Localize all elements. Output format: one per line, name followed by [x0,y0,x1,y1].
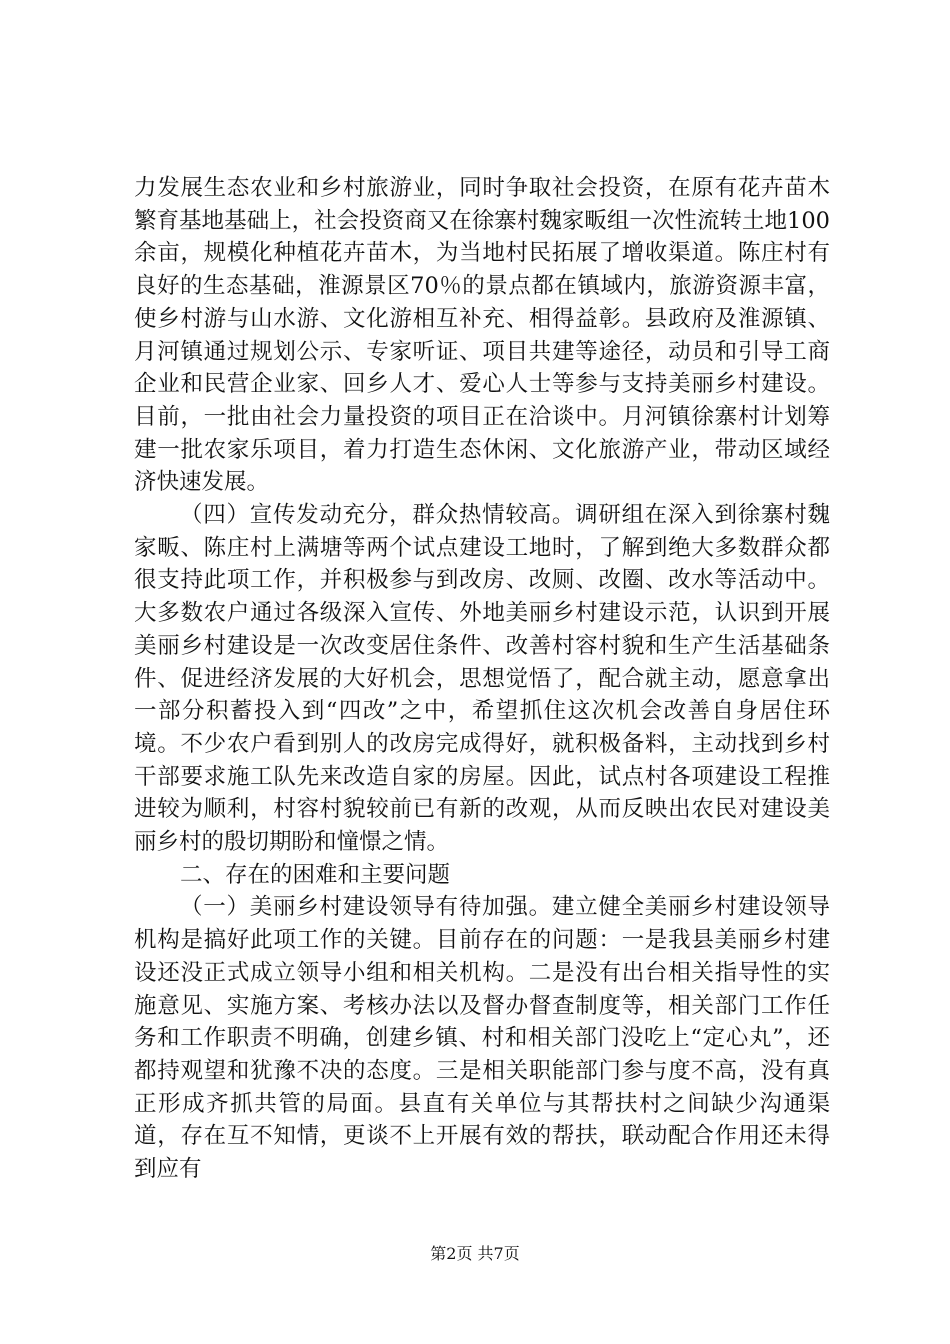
paragraph-publicity: （四）宣传发动充分，群众热情较高。调研组在深入到徐寨村魏家畈、陈庄村上满塘等两个试点建设工地时，了解到绝大多数群众都很支持此项工作，并积极参与到改房、改厕、改圈、改水等活动中。大多数农户通过各级深入宣传、外地美丽乡村建设示范，认识到开展美丽乡村建设是一次改变居住条件、改善村容村貌和生产生活基础条件、促进经济发展的大好机会，思想觉悟了，配合就主动，愿意拿出一部分积蓄投入到“四改”之中，希望抓住这次机会改善自身居住环境。不少农户看到别人的改房完成得好，就积极备料，主动找到乡村干部要求施工队先来改造自家的房屋。因此，试点村各项建设工程推进较为顺利，村容村貌较前已有新的改观，从而反映出农民对建设美丽乡村的殷切期盼和憧憬之情。 [134,502,830,856]
paragraph-continued: 力发展生态农业和乡村旅游业，同时争取社会投资，在原有花卉苗木繁育基地基础上，社会投资商又在徐寨村魏家畈组一次性流转土地100余亩，规模化种植花卉苗木，为当地村民拓展了增收渠道。陈庄村有良好的生态基础，淮源景区70％的景点都在镇域内，旅游资源丰富，使乡村游与山水游、文化游相互补充、相得益彰。县政府及淮源镇、月河镇通过规划公示、专家听证、项目共建等途径，动员和引导工商企业和民营企业家、回乡人才、爱心人士等参与支持美丽乡村建设。目前，一批由社会力量投资的项目正在洽谈中。月河镇徐寨村计划筹建一批农家乐项目，着力打造生态休闲、文化旅游产业，带动区域经济快速发展。 [134,175,830,496]
section-heading-problems: 二、存在的困难和主要问题 [180,861,451,888]
document-body [134,172,830,1186]
paragraph-leadership: （一）美丽乡村建设领导有待加强。建立健全美丽乡村建设领导机构是搞好此项工作的关键。目前存在的问题：一是我县美丽乡村建设还没正式成立领导小组和相关机构。二是没有出台相关指导性的实施意见、实施方案、考核办法以及督办督查制度等，相关部门工作任务和工作职责不明确，创建乡镇、村和相关部门没吃上“定心丸”，还都持观望和犹豫不决的态度。三是相关职能部门参与度不高，没有真正形成齐抓共管的局面。县直有关单位与其帮扶村之间缺少沟通渠道，存在互不知情，更谈不上开展有效的帮扶，联动配合作用还未得到应有 [134,894,830,1183]
page-number-footer: 第2页 共7页 [430,1244,520,1263]
